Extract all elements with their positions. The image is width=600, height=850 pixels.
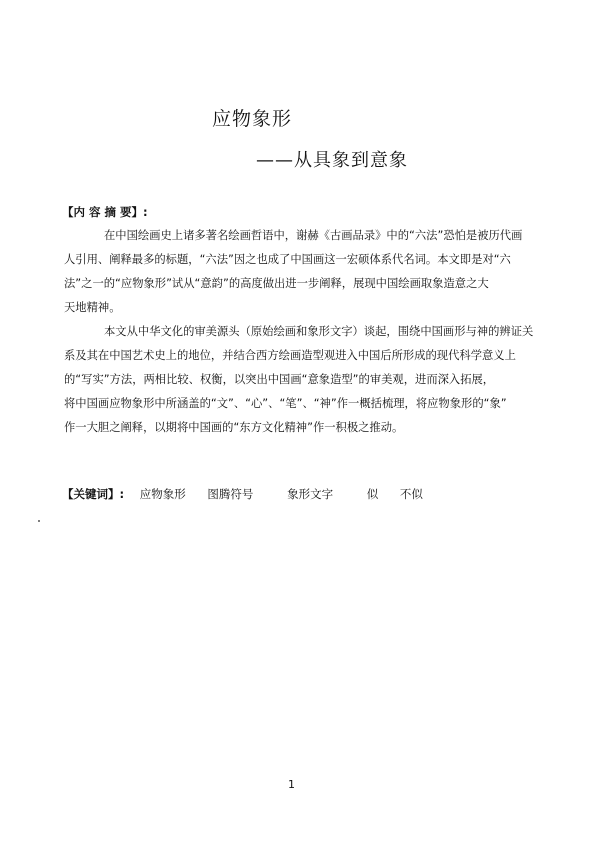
keyword: 图腾符号 [207,487,254,501]
abstract-label: 【内 容 摘 要】: [62,205,148,219]
abstract-line: 天地精神。 [64,301,121,314]
abstract-line: 作一大胆之阐释，以期将中国画的“东方文化精神”作一积极之推动。 [64,421,404,434]
abstract-body [64,224,534,440]
keyword: 不似 [399,487,423,501]
keyword: 象形文字 [287,487,334,501]
abstract-line: 在中国绘画史上诸多著名绘画哲语中，谢赫《古画品录》中的“六法”恐怕是被历代画 [104,229,523,242]
abstract-line: 将中国画应物象形中所涵盖的“文”、“心”、“笔”、“神”作一概括梳理，将应物象形的“象” [64,397,507,410]
keyword: 应物象形 [139,487,186,501]
abstract-line: 的“写实”方法，两相比较、权衡，以突出中国画“意象造型”的审美观，进而深入拓展， [64,373,495,386]
keyword: 似 [366,487,379,501]
abstract-line: 法”之一的“应物象形”试从“意韵”的高度做出进一步阐释，展现中国绘画取象造意之大 [64,277,489,290]
scan-speck [38,520,40,522]
abstract-line: 本文从中华文化的审美源头（原始绘画和象形文字）谈起，围绕中国画形与神的辨证关 [104,325,534,338]
page-title: 应物象形 [212,108,293,130]
keywords-row [62,486,441,502]
abstract-line: 系及其在中国艺术史上的地位，并结合西方绘画造型观进入中国后所形成的现代科学意义上 [64,349,516,362]
page-subtitle: ——从具象到意象 [256,150,408,171]
keywords-label: 【关键词】: [62,487,125,501]
page-number: 1 [288,778,295,791]
abstract-line: 人引用、阐释最多的标题，“六法”因之也成了中国画这一宏硕体系代名词。本文即是对“六 [64,253,511,266]
